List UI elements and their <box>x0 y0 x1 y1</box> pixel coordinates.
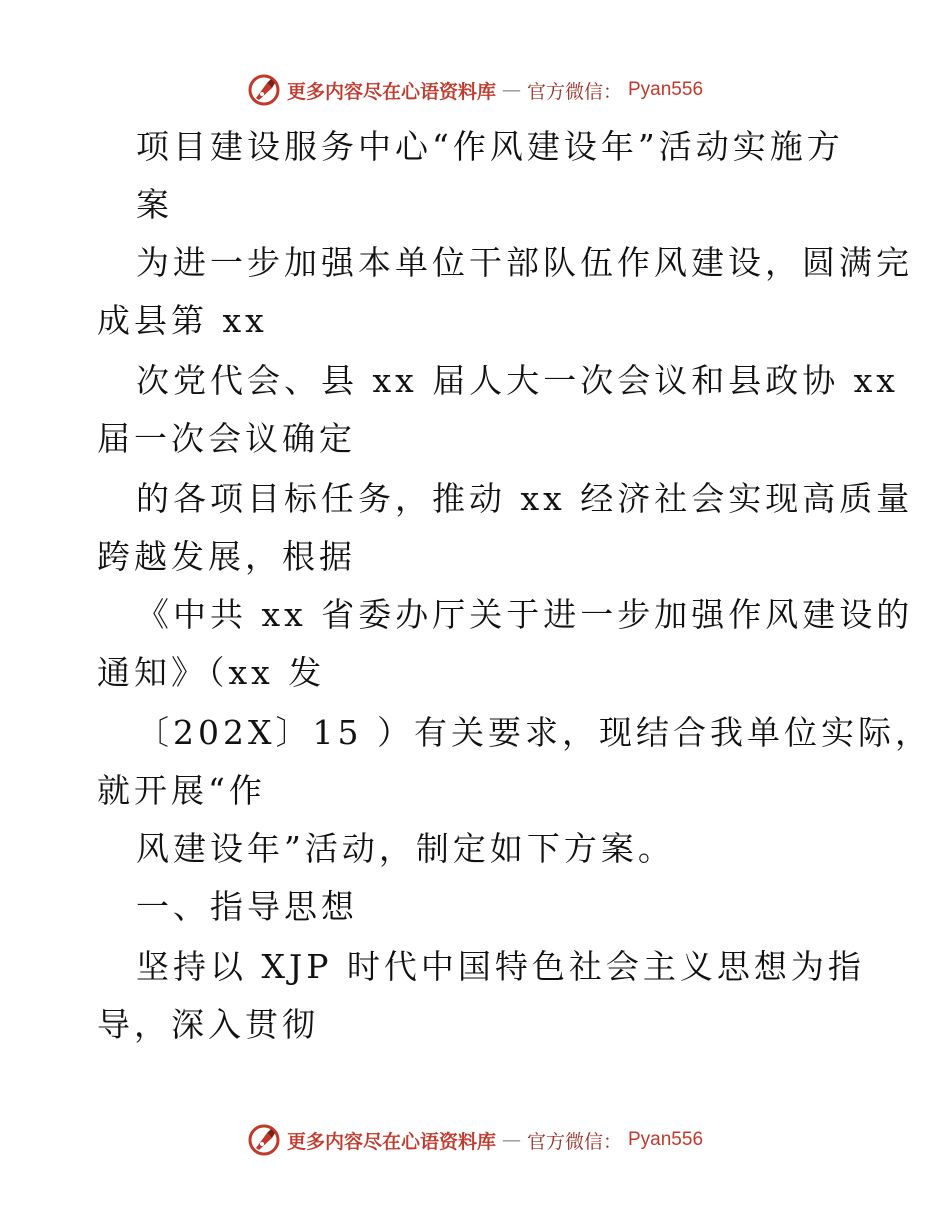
doc-line: 跨越发展，根据 <box>97 537 356 576</box>
banner-sub: 官方微信： <box>526 80 622 103</box>
pen-nib-logo-icon <box>247 73 281 107</box>
doc-line: 就开展“作 <box>97 771 266 810</box>
header-banner <box>0 70 950 110</box>
doc-line: 〔202X〕15 ）有关要求，现结合我单位实际， <box>136 713 932 752</box>
doc-line: 风建设年”活动，制定如下方案。 <box>136 829 675 868</box>
doc-line: 届一次会议确定 <box>97 419 356 458</box>
doc-line: 为进一步加强本单位干部队伍作风建设，圆满完 <box>136 243 913 282</box>
doc-line: 坚持以 XJP 时代中国特色社会主义思想为指 <box>136 947 865 986</box>
doc-line: 成县第 xx <box>97 301 268 340</box>
doc-line: 导，深入贯彻 <box>97 1005 319 1044</box>
banner-wechat: Pyan556 <box>628 79 704 100</box>
banner-text: 更多内容尽在心语资料库 <box>286 1130 496 1153</box>
section-heading: 一、指导思想 <box>136 887 358 926</box>
banner-wechat: Pyan556 <box>628 1129 704 1150</box>
banner-separator: — <box>501 1129 521 1151</box>
doc-title-line-2: 案 <box>136 185 173 224</box>
pen-nib-logo-icon <box>247 1123 281 1157</box>
banner-sub: 官方微信： <box>526 1130 622 1153</box>
doc-line: 次党代会、县 xx 届人大一次会议和县政协 xx <box>136 361 899 400</box>
doc-line: 《中共 xx 省委办厅关于进一步加强作风建设的 <box>136 595 914 634</box>
doc-line: 的各项目标任务，推动 xx 经济社会实现高质量 <box>136 479 914 518</box>
banner-text: 更多内容尽在心语资料库 <box>286 80 496 103</box>
doc-title-line-1: 项目建设服务中心“作风建设年”活动实施方 <box>136 127 844 166</box>
doc-line: 通知》（xx 发 <box>97 653 326 692</box>
banner-separator: — <box>501 79 521 101</box>
footer-banner <box>0 1120 950 1160</box>
